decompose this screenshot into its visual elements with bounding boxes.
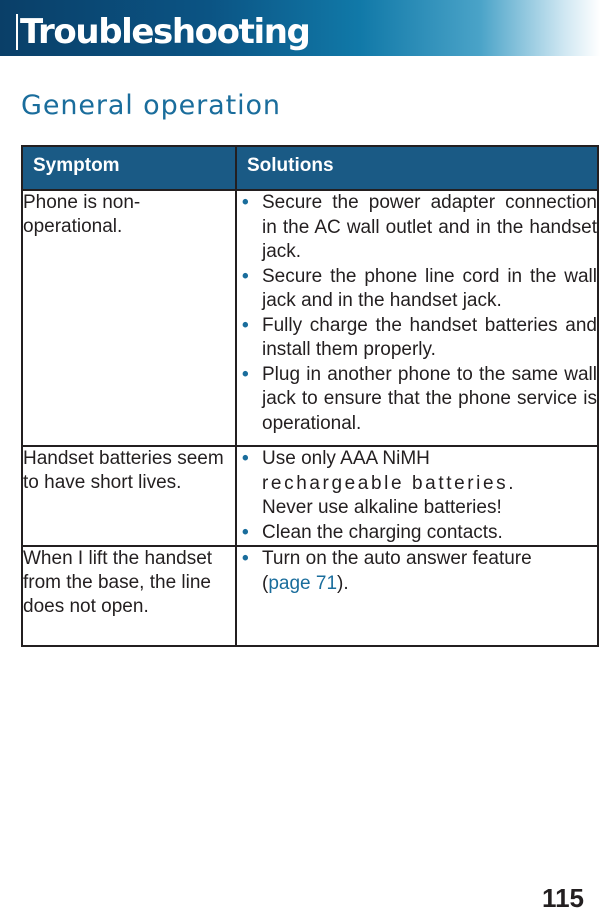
header-banner (0, 0, 600, 56)
banner-tick-decoration (16, 14, 18, 50)
troubleshooting-table (21, 145, 599, 647)
bullet-icon: • (242, 521, 249, 543)
solution-item: • Secure the power adapter connection in the AC wall outlet and in the handset jack. (242, 192, 597, 262)
bullet-icon: • (242, 448, 249, 469)
bullet-icon: • (242, 265, 249, 287)
bullet-icon: • (242, 314, 249, 336)
table-row (22, 546, 598, 646)
bullet-icon: • (242, 363, 249, 385)
table-row (22, 446, 598, 546)
page-number: 115 (542, 883, 584, 913)
solution-item: • Use only AAA NiMH rechargeable batteries. Never use alkaline batteries! (242, 448, 517, 518)
solutions-column-header: Solutions (236, 146, 598, 190)
page-title: Troubleshooting (20, 12, 310, 52)
solution-item: • Plug in another phone to the same wall jack to ensure that the phone service is operational. (242, 363, 597, 434)
solutions-list (237, 447, 597, 545)
table-header-row (22, 146, 598, 190)
solutions-cell (236, 546, 598, 646)
solution-item: • Turn on the auto answer feature (page 71). (242, 548, 532, 594)
section-title: General operation (21, 90, 281, 121)
solution-item: • Secure the phone line cord in the wall jack and in the handset jack. (242, 265, 597, 311)
solution-item: • Fully charge the handset batteries and install them properly. (242, 314, 597, 360)
page-71-link[interactable]: page 71 (268, 572, 338, 594)
symptom-cell: Handset batteries seem to have short lives. (22, 446, 236, 546)
symptom-column-header: Symptom (22, 146, 236, 190)
solutions-cell (236, 190, 598, 446)
bullet-icon: • (242, 548, 249, 569)
symptom-cell: When I lift the handset from the base, the line does not open. (22, 546, 236, 646)
table-row (22, 190, 598, 446)
solution-item: • Clean the charging contacts. (237, 521, 597, 546)
bullet-icon: • (242, 192, 249, 213)
solutions-cell (236, 446, 598, 546)
solutions-list (237, 191, 597, 436)
solutions-list (237, 547, 597, 596)
symptom-cell: Phone is non-operational. (22, 190, 236, 446)
